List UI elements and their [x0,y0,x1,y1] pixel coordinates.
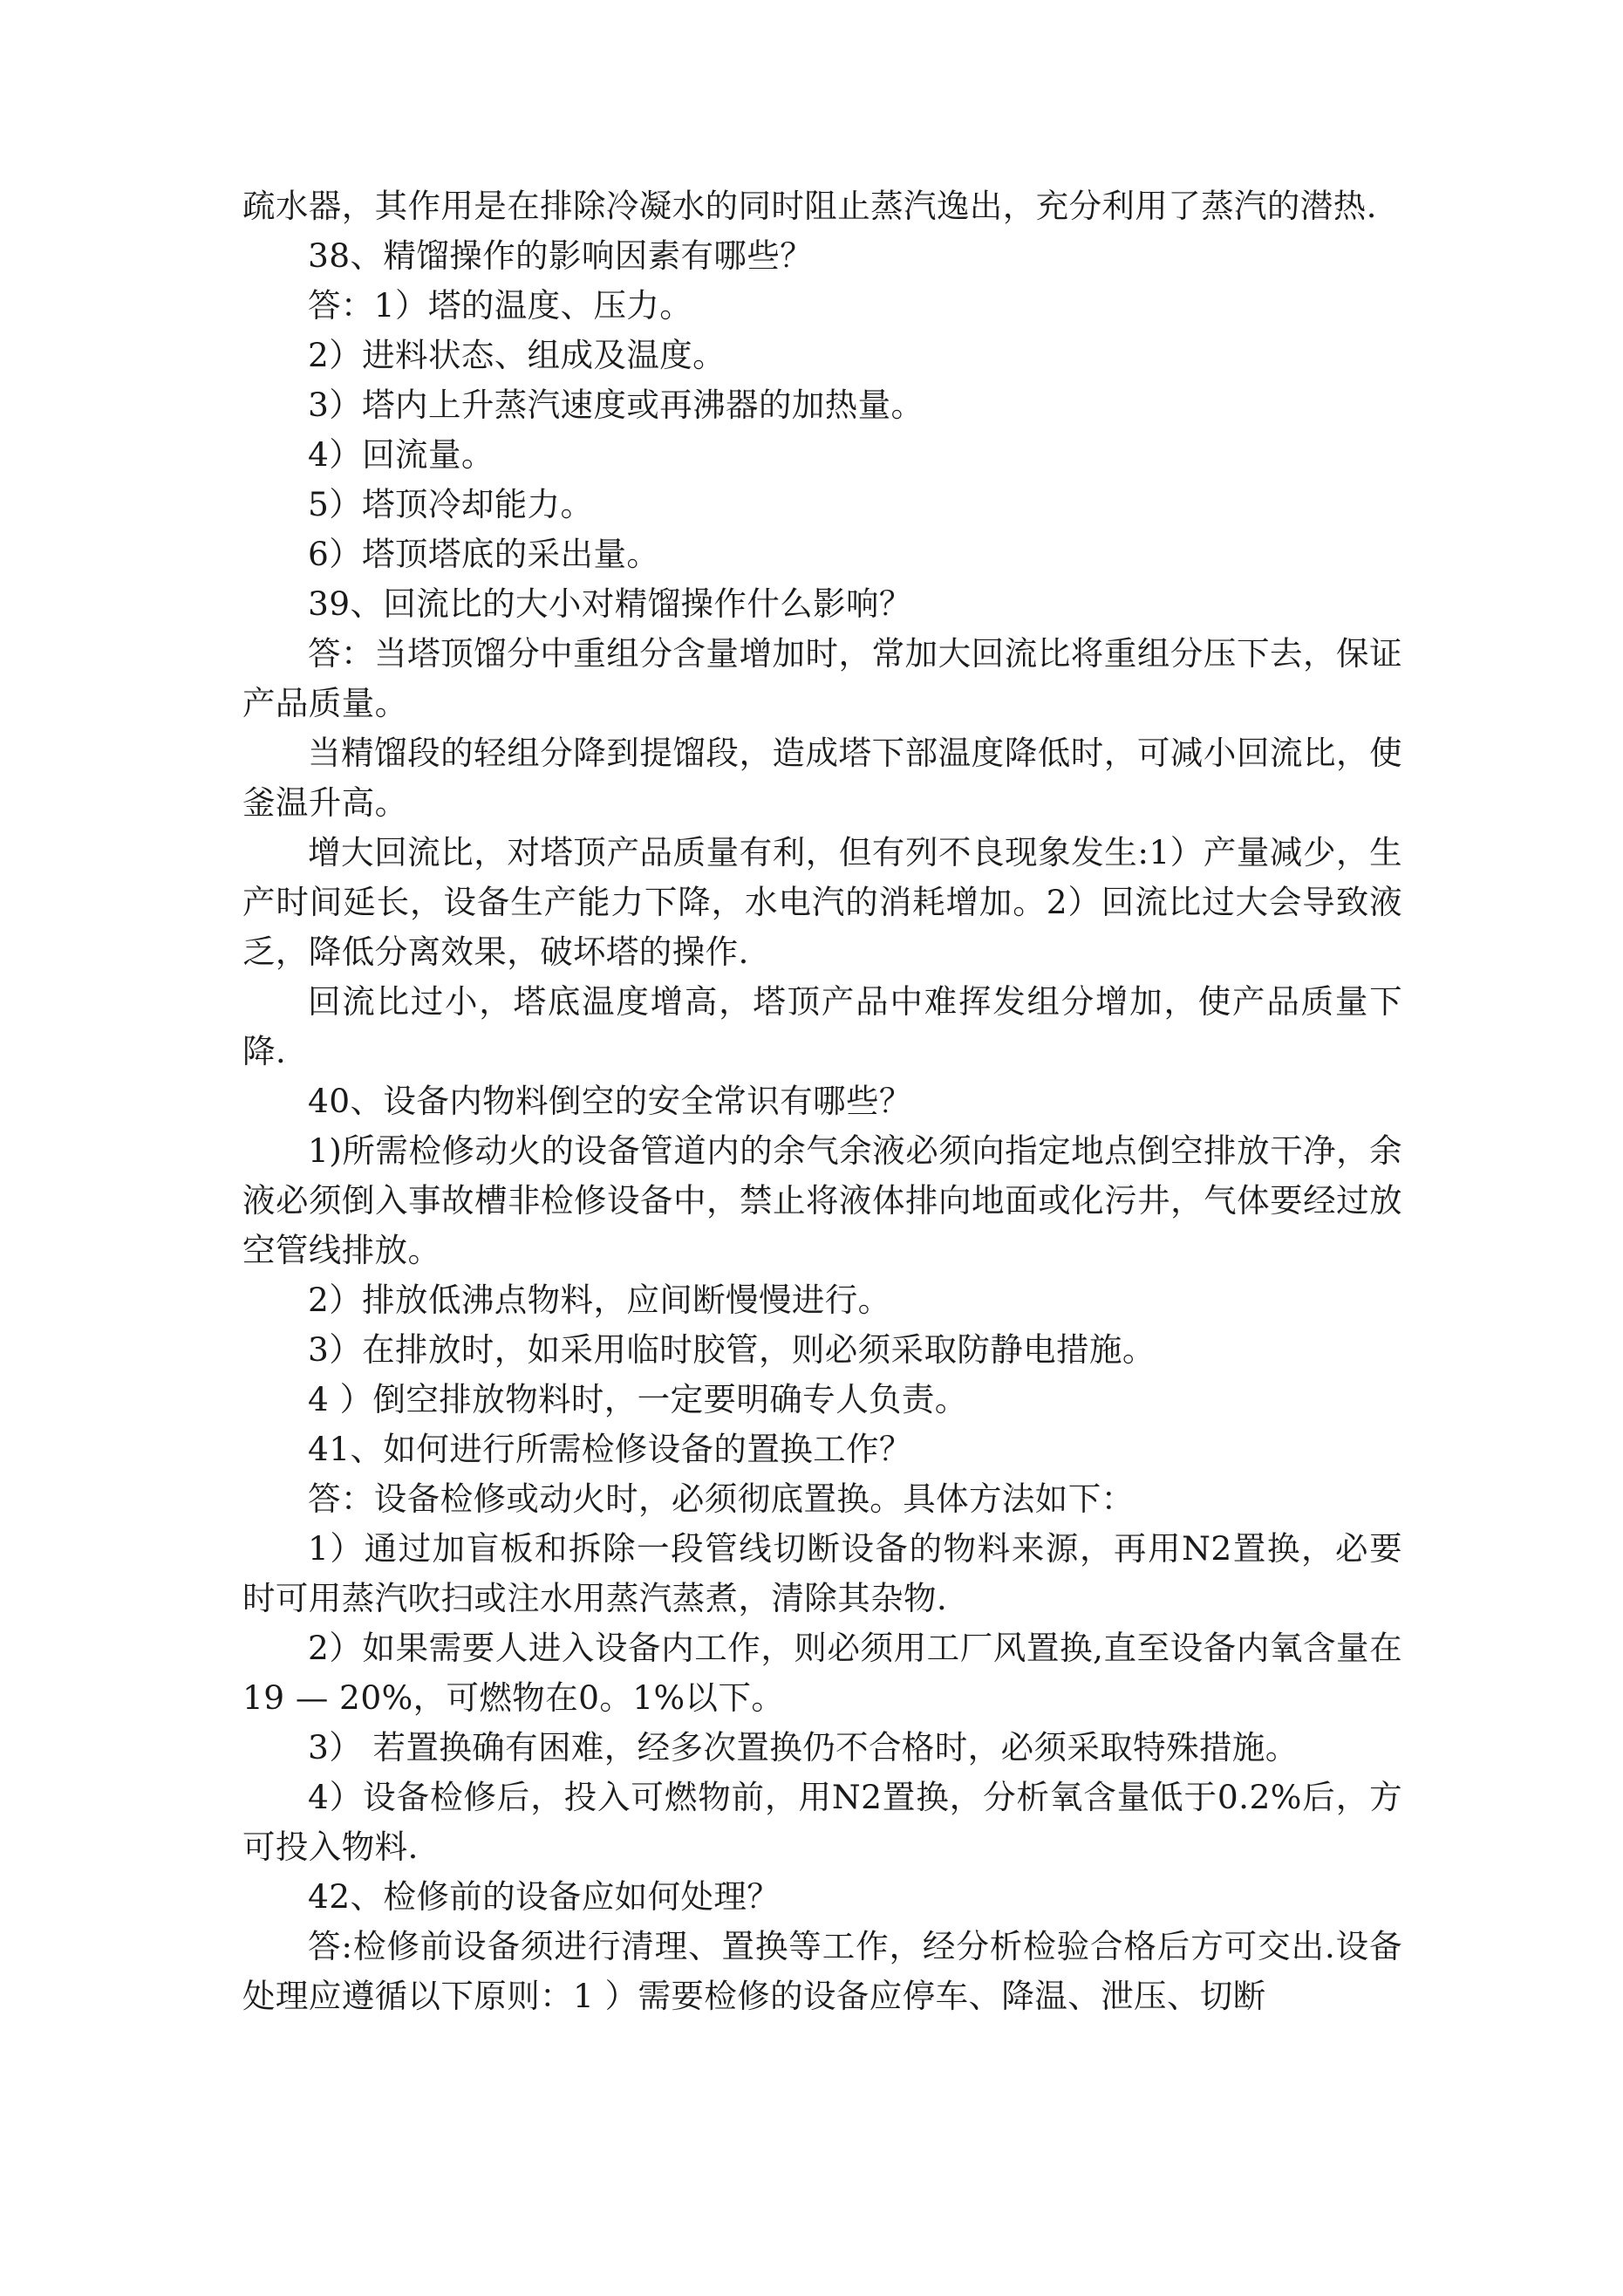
document-paragraph: 4）回流量。 [308,435,494,474]
document-paragraph: 增大回流比，对塔顶产品质量有利，但有列不良现象发生:1）产量减少，生产时间延长，设备生产能力下降，水电汽的消耗增加。2）回流比过大会导致液乏，降低分离效果，破坏塔的操作. [242,833,1402,971]
document-paragraph: 38、精馏操作的影响因素有哪些？ [308,236,814,275]
document-paragraph: 3）塔内上升蒸汽速度或再沸器的加热量。 [308,386,924,424]
document-paragraph: 答：当塔顶馏分中重组分含量增加时，常加大回流比将重组分压下去，保证产品质量。 [242,634,1402,722]
document-paragraph: 4 ）倒空排放物料时，一定要明确专人负责。 [308,1380,968,1418]
document-paragraph: 疏水器，其作用是在排除冷凝水的同时阻止蒸汽逸出，充分利用了蒸汽的潜热. [242,187,1377,225]
document-paragraph: 3）在排放时，如采用临时胶管，则必须采取防静电措施。 [308,1330,1156,1369]
document-paragraph: 41、如何进行所需检修设备的置换工作？ [308,1430,912,1468]
document-paragraph: 答:检修前设备须进行清理、置换等工作，经分析检验合格后方可交出.设备处理应遵循以下原则：1 ）需要检修的设备应停车、降温、泄压、切断 [242,1927,1402,2015]
document-paragraph: 6）塔顶塔底的采出量。 [308,535,660,573]
document-paragraph: 2）如果需要人进入设备内工作，则必须用工厂风置换,直至设备内氧含量在19 — 20%，可燃物在0。1%以下。 [242,1629,1402,1717]
document-paragraph: 2）进料状态、组成及温度。 [308,336,726,374]
document-paragraph: 1)所需检修动火的设备管道内的余气余液必须向指定地点倒空排放干净，余液必须倒入事故槽非检修设备中，禁止将液体排向地面或化污井，气体要经过放空管线排放。 [242,1131,1402,1269]
document-paragraph: 2）排放低沸点物料，应间断慢慢进行。 [308,1281,891,1319]
document-paragraph: 40、设备内物料倒空的安全常识有哪些？ [308,1082,912,1120]
document-body [242,181,1402,2021]
document-paragraph: 答：1）塔的温度、压力。 [308,286,693,325]
document-paragraph: 当精馏段的轻组分降到提馏段，造成塔下部温度降低时，可减小回流比，使釜温升高。 [242,734,1402,822]
document-paragraph: 1）通过加盲板和拆除一段管线切断设备的物料来源，再用N2置换，必要时可用蒸汽吹扫或注水用蒸汽蒸煮，清除其杂物. [242,1529,1402,1617]
document-paragraph: 4）设备检修后，投入可燃物前，用N2置换，分析氧含量低于0.2%后，方可投入物料. [242,1778,1402,1866]
document-paragraph: 39、回流比的大小对精馏操作什么影响？ [308,584,912,623]
document-paragraph: 回流比过小，塔底温度增高，塔顶产品中难挥发组分增加，使产品质量下降. [242,982,1402,1070]
document-paragraph: 答：设备检修或动火时，必须彻底置换。具体方法如下： [308,1479,1135,1518]
document-paragraph: 5）塔顶冷却能力。 [308,485,594,523]
document-paragraph: 3） 若置换确有困难，经多次置换仍不合格时，必须采取特殊措施。 [308,1728,1299,1766]
document-paragraph: 42、检修前的设备应如何处理？ [308,1877,781,1916]
